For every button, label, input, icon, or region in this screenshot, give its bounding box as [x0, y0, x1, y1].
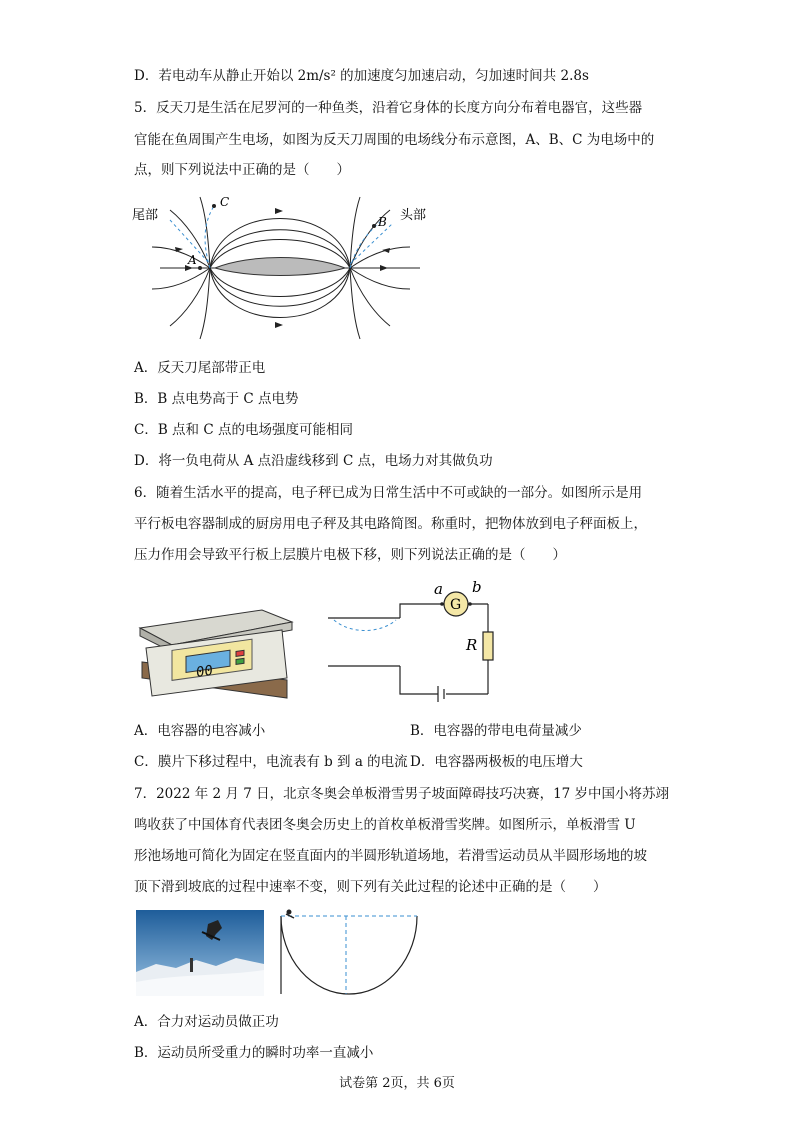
- page-footer: 试卷第 2页，共 6页: [339, 1076, 455, 1091]
- capacitor-circuit-figure: [320, 578, 500, 703]
- q6-option-a: A．电容器的电容减小: [134, 723, 266, 739]
- q5-stem-line-3: 点，则下列说法中正确的是（ ）: [134, 162, 350, 178]
- q5-option-a: A．反天刀尾部带正电: [134, 360, 266, 376]
- q6-stem-line-2: 平行板电容器制成的厨房用电子秤及其电路简图。称重时，把物体放到电子秤面板上，: [134, 516, 647, 532]
- q7-stem-line-4: 顶下滑到坡底的过程中速率不变，则下列有关此过程的论述中正确的是（ ）: [134, 879, 607, 895]
- electronic-scale-figure: [132, 600, 302, 705]
- tail-label: 尾部: [132, 208, 159, 223]
- q6-stem-line-3: 压力作用会导致平行板上层膜片电极下移，则下列说法正确的是（ ）: [134, 547, 566, 563]
- q5-option-d: D．将一负电荷从 A 点沿虚线移到 C 点，电场力对其做负功: [134, 453, 493, 469]
- q7-stem-line-2: 鸣收获了中国体育代表团冬奥会历史上的首枚单板滑雪奖牌。如图所示，单板滑雪 U: [134, 817, 636, 833]
- q4-option-d: D．若电动车从静止开始以 2m/s² 的加速度匀加速启动，匀加速时间共 2.8s: [134, 68, 589, 84]
- q6-stem-line-1: 6．随着生活水平的提高，电子秤已成为日常生活中不可或缺的一部分。如图所示是用: [134, 485, 643, 501]
- q5-stem-line-1: 5．反天刀是生活在尼罗河的一种鱼类，沿着它身体的长度方向分布着电器官，这些器: [134, 100, 643, 116]
- resistor-label: R: [466, 636, 478, 654]
- half-pipe-diagram: [276, 906, 426, 998]
- point-b-label: B: [378, 215, 387, 229]
- head-label: 头部: [400, 208, 427, 223]
- q7-stem-line-3: 形池场地可简化为固定在竖直面内的半圆形轨道场地，若滑雪运动员从半圆形场地的坡: [134, 848, 647, 864]
- q6-option-c: C．膜片下移过程中，电流表有 b 到 a 的电流: [134, 754, 408, 770]
- point-c-label: C: [220, 195, 230, 209]
- point-a-label: A: [188, 253, 197, 267]
- node-b-label: b: [472, 578, 482, 596]
- q7-option-b: B．运动员所受重力的瞬时功率一直减小: [134, 1045, 374, 1061]
- galvanometer-label: G: [450, 597, 462, 613]
- q5-option-b: B．B 点电势高于 C 点电势: [134, 391, 299, 407]
- q6-option-b: B．电容器的带电电荷量减少: [410, 723, 582, 739]
- q7-option-a: A．合力对运动员做正功: [134, 1014, 279, 1030]
- snowboard-photo: [136, 910, 264, 996]
- q5-option-c: C．B 点和 C 点的电场强度可能相同: [134, 422, 353, 438]
- node-a-label: a: [434, 580, 443, 598]
- scale-display: 00: [196, 662, 213, 681]
- q7-stem-line-1: 7．2022 年 2 月 7 日，北京冬奥会单板滑雪男子坡面障碍技巧决赛，17 岁中国小将苏翊: [134, 786, 670, 802]
- q5-field-line-figure: [130, 192, 440, 342]
- q5-stem-line-2: 官能在鱼周围产生电场，如图为反天刀周围的电场线分布示意图，A、B、C 为电场中的: [134, 132, 655, 148]
- q6-option-d: D．电容器两极板的电压增大: [410, 754, 583, 770]
